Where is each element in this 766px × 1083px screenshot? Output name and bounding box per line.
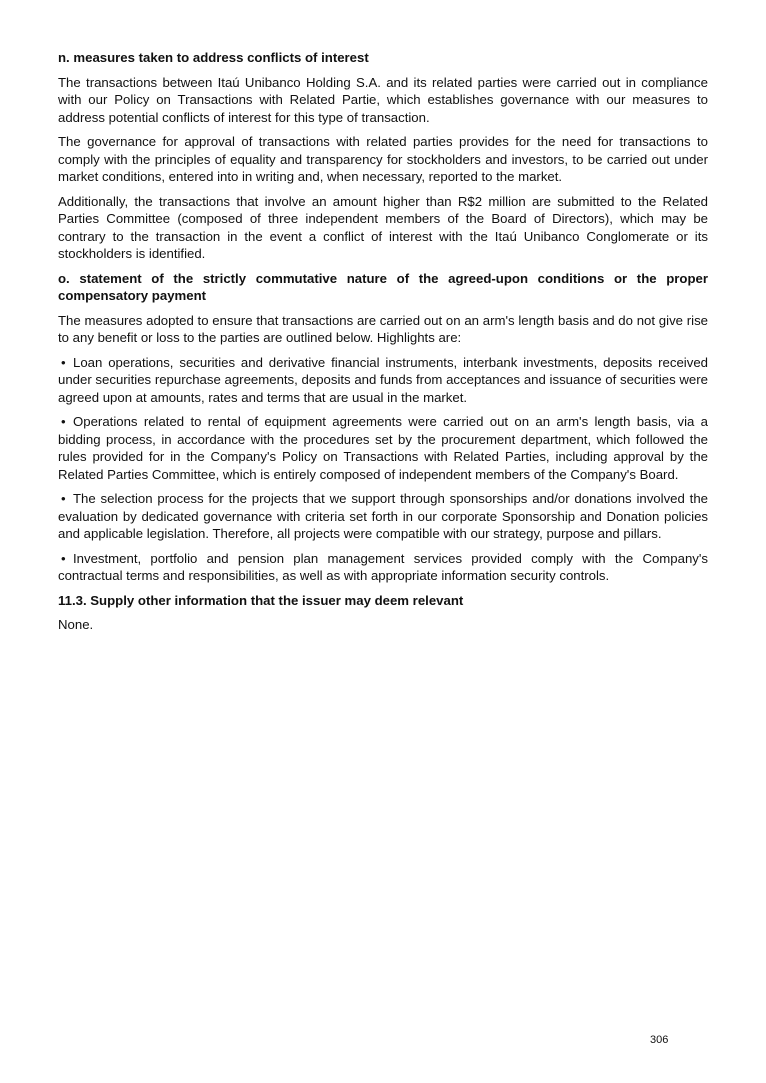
section-n-paragraph-3: Additionally, the transactions that involve an amount higher than R$2 million are submitted to the Related Parties Committee (composed of three independent members of the Board of Directors), which may be contrary to the transaction in the event a conflict of interest with the Itaú Unibanco Conglomerate or its stockholders is identified. [58,193,708,261]
bullet-item-loan-operations [58,354,708,407]
bullet-text: Loan operations, securities and derivative financial instruments, interbank investments, deposits received under securities repurchase agreements, deposits and funds from acceptances and issuance of securities were agreed upon at amounts, rates and terms that are usual in the market. [58,354,708,405]
section-11-3-body: None. [58,617,94,632]
bullet-icon: • [61,491,66,506]
bullet-text: The selection process for the projects that we support through sponsorships and/or donations involved the evaluation by dedicated governance with criteria set forth in our corporate Sponsorship and Donation policies and applicable legislation. Therefore, all projects were compatible with our strategy, purpose and pillars. [58,491,708,541]
bullet-text: Operations related to rental of equipment agreements were carried out on an arm's length basis, via a bidding process, in accordance with the procedures set by the procurement department, which followed the rules provided for in the Company's Policy on Transactions with Related Parties, including approval by the Related Parties Committee, which is entirely composed of independent members of the Company's Board. [58,414,708,482]
bullet-icon: • [61,414,66,429]
section-n-paragraph-1: The transactions between Itaú Unibanco Holding S.A. and its related parties were carried out in compliance with our Policy on Transactions with Related Partie, which establishes governance with our measures to address potential conflicts of interest for this type of transaction. [58,74,708,125]
section-n-heading: n. measures taken to address conflicts of interest [58,50,369,65]
bullet-icon: • [61,354,66,370]
bullet-icon: • [61,550,66,566]
section-o-heading: o. statement of the strictly commutative nature of the agreed-upon conditions or the proper compensatory payment [58,270,708,303]
document-page [58,49,708,641]
bullet-item-sponsorship-projects [58,490,708,543]
bullet-item-equipment-rental [58,413,708,483]
bullet-item-investment-services [58,550,708,585]
bullet-text: Investment, portfolio and pension plan management services provided comply with the Company's contractual terms and responsibilities, as well as with appropriate information security controls. [58,550,708,583]
section-o-intro: The measures adopted to ensure that transactions are carried out on an arm's length basis and do not give rise to any benefit or loss to the parties are outlined below. Highlights are: [58,312,708,345]
page-number: 306 [650,1034,669,1046]
section-11-3-heading: 11.3. Supply other information that the issuer may deem relevant [58,592,464,608]
section-n-paragraph-2: The governance for approval of transactions with related parties provides for the need for transactions to comply with the principles of equality and transparency for stockholders and investors, to be carried out under market conditions, entered into in writing and, when necessary, reported to the market. [58,134,708,184]
